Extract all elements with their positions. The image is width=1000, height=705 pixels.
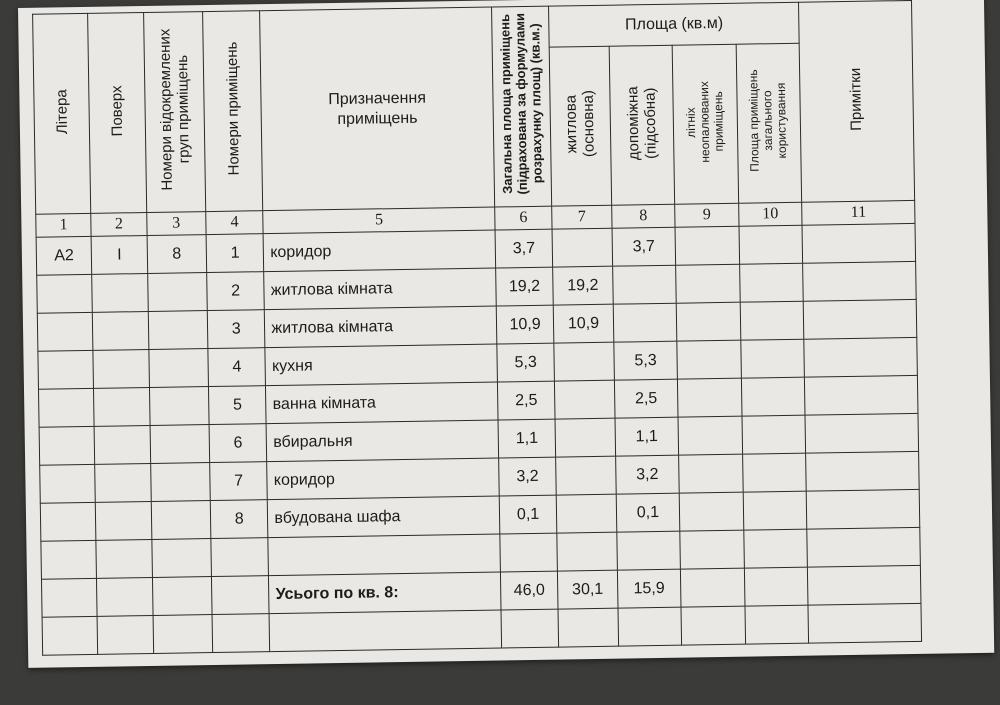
cell-aux-area: 1,1 (615, 417, 679, 456)
rooms-table (32, 0, 922, 656)
cell-litera (38, 388, 94, 427)
cell-litera (37, 274, 93, 313)
cell-aux-area (612, 265, 676, 304)
cell-notes (805, 413, 918, 453)
cell-floor (96, 501, 152, 540)
cell-notes (806, 489, 919, 529)
header-purpose: Призначення приміщень (260, 7, 495, 211)
cell-notes (802, 223, 915, 263)
cell-group (150, 463, 210, 502)
cell-group (149, 349, 209, 388)
cell-living-area (554, 342, 614, 381)
column-number: 2 (91, 213, 147, 237)
cell-aux-area: 3,7 (612, 227, 676, 266)
cell-room-name: житлова кімната (264, 268, 496, 310)
cell-group: 8 (147, 235, 207, 274)
cell-living-area (552, 228, 612, 267)
cell-room-number: 7 (210, 462, 268, 501)
cell-room-name: кухня (265, 344, 497, 386)
totals-aux-area: 15,9 (617, 569, 681, 608)
cell-group (149, 387, 209, 426)
cell-common (739, 263, 803, 302)
cell-common (739, 225, 803, 264)
header-living: житлова (основна) (549, 46, 611, 206)
cell-common (740, 301, 804, 340)
column-number: 6 (495, 206, 553, 230)
cell-litera: А2 (36, 236, 92, 275)
column-number: 9 (675, 203, 739, 227)
cell-common (742, 415, 806, 454)
cell-room-name: коридор (267, 458, 499, 500)
cell-summer (676, 264, 740, 303)
column-number: 10 (738, 202, 802, 226)
cell-living-area (555, 380, 615, 419)
cell-floor (94, 387, 150, 426)
cell-aux-area (613, 303, 677, 342)
cell-room-name: вбудована шафа (268, 496, 500, 538)
cell-room-name: житлова кімната (265, 306, 497, 348)
cell-room-number: 1 (206, 234, 264, 273)
header-group-numbers: Номери відокремлених груп приміщень (143, 12, 206, 213)
cell-living-area: 19,2 (553, 266, 613, 305)
column-number: 1 (36, 213, 92, 237)
cell-room-number: 3 (207, 310, 265, 349)
cell-living-area (556, 456, 616, 495)
cell-notes (803, 299, 916, 339)
cell-total-area: 5,3 (497, 343, 555, 382)
cell-summer (679, 492, 743, 531)
cell-floor (94, 425, 150, 464)
cell-litera (38, 350, 94, 389)
totals-living-area: 30,1 (558, 570, 618, 609)
cell-room-number: 4 (208, 348, 266, 387)
cell-notes (804, 337, 917, 377)
cell-aux-area: 2,5 (614, 379, 678, 418)
column-number: 11 (802, 200, 915, 225)
cell-notes (806, 451, 919, 491)
header-room-numbers: Номери приміщень (203, 11, 263, 212)
cell-aux-area: 3,2 (615, 455, 679, 494)
header-area-group: Площа (кв.м) (549, 2, 800, 47)
header-litera: Літера (33, 13, 91, 214)
cell-aux-area: 5,3 (613, 341, 677, 380)
cell-common (741, 377, 805, 416)
column-number: 7 (552, 205, 612, 229)
cell-floor (93, 349, 149, 388)
cell-room-number: 2 (207, 272, 265, 311)
cell-room-name: вбиральня (266, 420, 498, 462)
cell-group (148, 311, 208, 350)
cell-room-name: ванна кімната (266, 382, 498, 424)
cell-summer (678, 416, 742, 455)
cell-total-area: 10,9 (496, 305, 554, 344)
cell-floor (92, 274, 148, 313)
document-sheet (18, 0, 994, 668)
header-total-area: Загальна площа приміщень (підрахована за формулами розрахунку площ) (кв.м.) (491, 6, 551, 207)
cell-notes (805, 375, 918, 415)
cell-group (147, 273, 207, 312)
cell-total-area: 3,2 (499, 457, 557, 496)
cell-room-number: 5 (209, 386, 267, 425)
cell-notes (803, 261, 916, 301)
cell-floor (93, 311, 149, 350)
column-number: 4 (206, 211, 264, 235)
cell-group (150, 425, 210, 464)
cell-total-area: 0,1 (499, 495, 557, 534)
cell-floor (95, 463, 151, 502)
cell-total-area: 2,5 (497, 381, 555, 420)
cell-summer (675, 226, 739, 265)
cell-common (740, 339, 804, 378)
cell-living-area (556, 494, 616, 533)
cell-litera (40, 464, 96, 503)
totals-label: Усього по кв. 8: (269, 572, 501, 614)
cell-summer (679, 454, 743, 493)
cell-summer (676, 302, 740, 341)
cell-total-area: 1,1 (498, 419, 556, 458)
totals-total-area: 46,0 (500, 571, 558, 610)
cell-common (742, 453, 806, 492)
cell-living-area (555, 418, 615, 457)
cell-room-number: 6 (209, 424, 267, 463)
header-floor: Поверх (88, 13, 146, 214)
column-number: 8 (611, 204, 675, 228)
cell-floor: І (91, 236, 147, 275)
header-auxiliary: допоміжна (підсобна) (609, 45, 675, 205)
cell-litera (39, 426, 95, 465)
column-number: 3 (146, 212, 206, 236)
header-summer: літніх неопалюваних приміщень (672, 44, 738, 204)
cell-group (151, 501, 211, 540)
header-notes: Примітки (799, 0, 915, 202)
cell-living-area: 10,9 (553, 304, 613, 343)
cell-summer (677, 340, 741, 379)
cell-common (743, 491, 807, 530)
cell-total-area: 19,2 (496, 267, 554, 306)
cell-total-area: 3,7 (495, 229, 553, 268)
cell-summer (678, 378, 742, 417)
cell-aux-area: 0,1 (616, 493, 680, 532)
cell-litera (40, 502, 96, 541)
cell-room-number: 8 (210, 500, 268, 539)
column-number: 5 (263, 207, 495, 234)
header-common: Площа приміщень загального користування (736, 43, 802, 203)
cell-room-name: коридор (263, 230, 495, 272)
cell-litera (37, 312, 93, 351)
